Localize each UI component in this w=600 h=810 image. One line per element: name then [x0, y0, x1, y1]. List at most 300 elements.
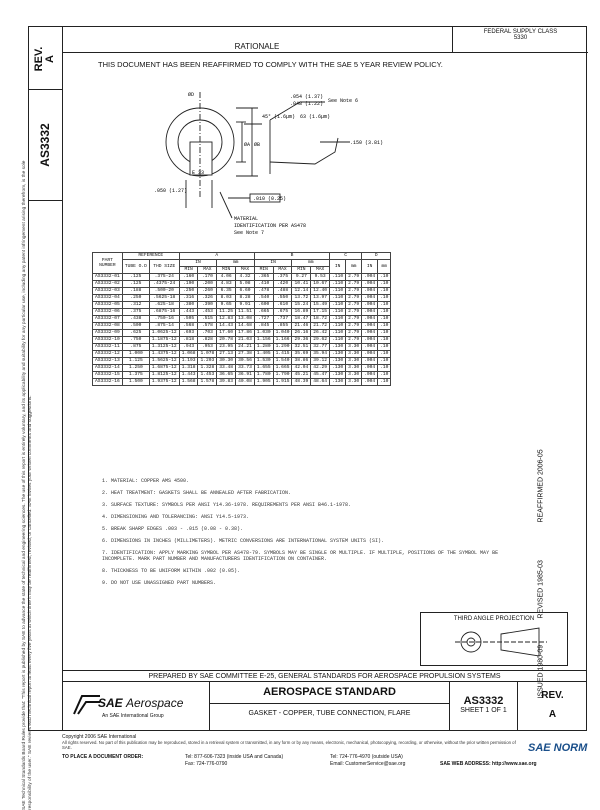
footer-rev-value: A — [548, 709, 557, 720]
table-cell: 1.915 — [273, 379, 292, 386]
table-cell: .004 — [362, 302, 378, 309]
table-cell: .10 — [378, 358, 391, 365]
table-cell: .130 — [330, 379, 346, 386]
logo-aerospace: Aerospace — [126, 696, 184, 710]
table-cell: .10 — [378, 302, 391, 309]
table-cell: .855 — [273, 323, 292, 330]
fsc-label: FEDERAL SUPPLY CLASS — [483, 29, 558, 35]
table-cell: 1.040 — [273, 330, 292, 337]
table-cell: 13.72 — [292, 295, 311, 302]
table-row — [93, 302, 391, 309]
table-cell: .110 — [330, 302, 346, 309]
table-cell: 29.62 — [311, 337, 330, 344]
table-cell: 1.068 — [179, 351, 198, 358]
note-item: 3. SURFACE TEXTURE: SYMBOLS PER ANSI Y14.36-1978. REQUIREMENTS PER ANSI B46.1-1978. — [102, 502, 352, 508]
table-cell: .438 — [122, 316, 149, 323]
table-cell: 12.14 — [292, 288, 311, 295]
table-cell: 21.03 — [236, 337, 255, 344]
th-min: MIN — [217, 267, 236, 274]
table-cell: 15.24 — [292, 302, 311, 309]
table-cell: 39.83 — [217, 379, 236, 386]
table-cell: 1.156 — [254, 337, 273, 344]
dim-054: .054 (1.37) — [290, 94, 324, 100]
web-address[interactable]: SAE WEB ADDRESS: http://www.sae.org — [440, 761, 537, 767]
dimension-table — [92, 252, 391, 386]
table-cell: .130 — [330, 365, 346, 372]
table-cell: .004 — [362, 330, 378, 337]
th-c-mm: mm — [346, 260, 362, 274]
table-cell: 11.51 — [236, 309, 255, 316]
table-cell: 2.79 — [346, 337, 362, 344]
table-cell: .004 — [362, 309, 378, 316]
table-cell: .110 — [330, 316, 346, 323]
table-cell: .10 — [378, 323, 391, 330]
table-cell: 1.318 — [179, 365, 198, 372]
logo-sub: An SAE International Group — [102, 713, 164, 719]
table-cell: .10 — [378, 281, 391, 288]
table-cell: 4.32 — [236, 274, 255, 281]
table-cell: 1.405 — [254, 351, 273, 358]
table-cell: .625 — [122, 330, 149, 337]
gasket-drawing — [150, 82, 410, 242]
table-cell: 9.27 — [292, 274, 311, 281]
title-block — [210, 682, 450, 731]
th-reference: REFERENCE — [122, 253, 179, 260]
table-cell: 9.53 — [311, 274, 330, 281]
table-cell: 2.79 — [346, 281, 362, 288]
table-row — [93, 344, 391, 351]
table-cell: .130 — [330, 358, 346, 365]
table-cell: 18.72 — [311, 316, 330, 323]
table-cell: .578 — [198, 323, 217, 330]
th-b-in: IN — [254, 260, 292, 267]
table-cell: 39.12 — [311, 358, 330, 365]
table-cell: 13.08 — [236, 316, 255, 323]
table-cell: .004 — [362, 316, 378, 323]
dimension-table-grid — [92, 252, 391, 386]
note-item: 6. DIMENSIONS IN INCHES (MILLIMETERS). METRIC CONVERSIONS ARE INTERNATIONAL SYSTEM UNITS (SI). — [102, 538, 385, 544]
table-cell: 16.89 — [292, 309, 311, 316]
table-cell: .390 — [198, 302, 217, 309]
table-cell: 6.60 — [236, 288, 255, 295]
th-min: MIN — [254, 267, 273, 274]
table-cell: 1.166 — [273, 337, 292, 344]
table-cell: 1.6875-12 — [149, 365, 179, 372]
table-cell: .737 — [273, 316, 292, 323]
table-cell: .488 — [273, 288, 292, 295]
reaffirm-note: THIS DOCUMENT HAS BEEN REAFFIRMED TO COMPLY WITH THE SAE 5 YEAR REVIEW POLICY. — [98, 60, 443, 69]
table-row — [93, 337, 391, 344]
table-cell: .110 — [330, 295, 346, 302]
table-cell: 1.665 — [273, 365, 292, 372]
table-cell: 23.95 — [217, 344, 236, 351]
table-cell: 1.790 — [273, 372, 292, 379]
table-cell: 1.078 — [198, 351, 217, 358]
table-cell: 1.415 — [273, 351, 292, 358]
table-cell: .170 — [198, 274, 217, 281]
table-cell: 27.13 — [217, 351, 236, 358]
table-cell: AS3332-01 — [93, 274, 123, 281]
table-cell: .004 — [362, 337, 378, 344]
table-cell: 1.780 — [254, 372, 273, 379]
th-b-mm: mm — [292, 260, 330, 267]
table-cell: .125 — [122, 274, 149, 281]
table-cell: .004 — [362, 288, 378, 295]
table-row — [93, 274, 391, 281]
table-cell: .875-14 — [149, 323, 179, 330]
table-cell: 3.30 — [346, 358, 362, 365]
th-tube: TUBE O.D — [122, 260, 149, 274]
reaffirmed-date: REAFFIRMED 2006-05 — [537, 449, 545, 523]
th-part: PART NUMBER — [93, 253, 123, 274]
table-cell: .250 — [122, 295, 149, 302]
table-cell: .110 — [330, 330, 346, 337]
table-cell: 1.290 — [273, 344, 292, 351]
table-cell: 1.443 — [179, 372, 198, 379]
rev-stack — [34, 36, 56, 82]
table-cell: AS3332-15 — [93, 372, 123, 379]
table-cell: .420 — [273, 281, 292, 288]
table-cell: 18.47 — [292, 316, 311, 323]
footer-doc-number: AS3332 — [463, 695, 504, 707]
table-cell: 3.30 — [346, 372, 362, 379]
table-cell: 32.77 — [311, 344, 330, 351]
table-cell: .443 — [179, 309, 198, 316]
table-cell: .130 — [330, 372, 346, 379]
table-cell: .316 — [179, 295, 198, 302]
table-cell: .312 — [122, 302, 149, 309]
table-cell: .665 — [254, 309, 273, 316]
table-cell: .004 — [362, 365, 378, 372]
table-cell: 32.51 — [292, 344, 311, 351]
leader-material — [220, 192, 232, 218]
table-cell: 2.79 — [346, 302, 362, 309]
table-cell: 1.578 — [198, 379, 217, 386]
table-cell: 1.203 — [198, 358, 217, 365]
table-cell: 24.21 — [236, 344, 255, 351]
table-cell: 12.40 — [311, 288, 330, 295]
see-note-7: See Note 7 — [234, 230, 265, 236]
table-cell: .10 — [378, 344, 391, 351]
tel-outside: Tel: 724-776-4970 (outside USA) — [330, 754, 403, 760]
ident-note: IDENTIFICATION PER AS478 — [234, 223, 307, 229]
table-cell: .200 — [198, 281, 217, 288]
table-cell: AS3332-07 — [93, 316, 123, 323]
note-item: 8. THICKNESS TO BE UNIFORM WITHIN .002 (0.05). — [102, 568, 241, 574]
table-cell: .727 — [254, 316, 273, 323]
table-cell: 1.5625-12 — [149, 358, 179, 365]
th-thread: THD SIZE — [149, 260, 179, 274]
note-item: 5. BREAK SHARP EDGES .003 - .015 (0.08 - 0.38). — [102, 526, 244, 532]
table-cell: .160 — [179, 274, 198, 281]
table-cell: 1.4375-12 — [149, 351, 179, 358]
sae-norm-logo: SAE NORM — [528, 742, 588, 754]
table-row — [93, 372, 391, 379]
table-cell: .943 — [179, 344, 198, 351]
th-min: MIN — [179, 267, 198, 274]
table-cell: 15.49 — [311, 302, 330, 309]
table-row — [93, 288, 391, 295]
table-cell: 1.8125-12 — [149, 372, 179, 379]
dim-a: ØA — [244, 142, 251, 148]
table-cell: AS3332-05 — [93, 302, 123, 309]
dim-150: .150 (3.81) — [350, 140, 384, 146]
dim-050: .050 (1.27) — [154, 188, 188, 194]
part-title: GASKET - COPPER, TUBE CONNECTION, FLARE — [210, 703, 449, 717]
table-cell: 1.905 — [254, 379, 273, 386]
disclaimer-text: SAE Technical Standards Board Rules provide that: "This report is published by SAE to advance the state of technical and engineering sciences. The use of this report is entirely voluntary, and its applicability and suitability for any particular use, including any patent infringement arising therefrom, is the sole responsibility of the user." SAE reviews each technical report at least every five years at which time it may be reaffirmed, revised, or cancelled. SAE invites your written comments and suggestions. — [22, 160, 33, 810]
table-cell: .453 — [198, 309, 217, 316]
table-cell: .5625-18 — [149, 295, 179, 302]
th-b: B — [254, 253, 329, 260]
table-cell: .260 — [198, 288, 217, 295]
table-cell: AS3332-09 — [93, 330, 123, 337]
table-cell: 1.030 — [254, 330, 273, 337]
table-cell: 2.79 — [346, 295, 362, 302]
table-cell: .375 — [122, 309, 149, 316]
section-label: E 33 — [192, 170, 205, 176]
table-cell: .004 — [362, 281, 378, 288]
table-cell: 1.1875-12 — [149, 337, 179, 344]
table-cell: AS3332-16 — [93, 379, 123, 386]
doc-number-block — [450, 682, 518, 731]
note-item: 2. HEAT TREATMENT: GASKETS SHALL BE ANNEALED AFTER FABRICATION. — [102, 490, 292, 496]
table-cell: 1.193 — [179, 358, 198, 365]
table-cell: 35.69 — [292, 351, 311, 358]
table-cell: .110 — [330, 274, 346, 281]
copyright: Copyright 2006 SAE International — [62, 734, 137, 740]
th-a-mm: mm — [217, 260, 255, 267]
table-row — [93, 281, 391, 288]
table-cell: .10 — [378, 372, 391, 379]
table-cell: 33.73 — [236, 365, 255, 372]
table-cell: AS3332-10 — [93, 337, 123, 344]
table-cell: 1.375 — [122, 372, 149, 379]
table-cell: .004 — [362, 372, 378, 379]
table-cell: 30.30 — [217, 358, 236, 365]
dim-b: ØB — [254, 142, 261, 148]
table-cell: .10 — [378, 288, 391, 295]
issued-date: ISSUED 1980-09 — [537, 644, 545, 699]
table-cell: .500 — [122, 323, 149, 330]
dim-010: .010 (0.25) — [253, 196, 287, 202]
table-cell: .365 — [254, 274, 273, 281]
rev-value: A — [44, 55, 56, 63]
dim-d: ØD — [188, 92, 195, 98]
table-cell: 48.39 — [292, 379, 311, 386]
table-cell: AS3332-06 — [93, 309, 123, 316]
material-note: MATERIAL — [234, 216, 259, 222]
table-cell: 26.16 — [292, 330, 311, 337]
table-cell: .110 — [330, 288, 346, 295]
table-row — [93, 379, 391, 386]
table-cell: AS3332-12 — [93, 351, 123, 358]
table-cell: 1.125 — [122, 358, 149, 365]
th-max: MAX — [311, 267, 330, 274]
table-cell: 1.0625-12 — [149, 330, 179, 337]
email: Email: CustomerService@sae.org — [330, 761, 406, 767]
fsc-code: 5330 — [513, 35, 528, 41]
table-cell: 6.35 — [217, 288, 236, 295]
table-cell: AS3332-08 — [93, 323, 123, 330]
table-cell: .10 — [378, 316, 391, 323]
standard-title: AEROSPACE STANDARD — [263, 686, 396, 698]
table-cell: 1.3125-12 — [149, 344, 179, 351]
order-label: TO PLACE A DOCUMENT ORDER: — [62, 754, 144, 760]
table-cell: 8.28 — [236, 295, 255, 302]
table-cell: 42.29 — [311, 365, 330, 372]
table-cell: 21.72 — [311, 323, 330, 330]
table-cell: 1.530 — [254, 358, 273, 365]
table-cell: 21.46 — [292, 323, 311, 330]
th-d: D — [362, 253, 391, 260]
th-max: MAX — [198, 267, 217, 274]
table-cell: .10 — [378, 351, 391, 358]
th-max: MAX — [273, 267, 292, 274]
table-cell: .4375-24 — [149, 281, 179, 288]
table-cell: 10.67 — [311, 281, 330, 288]
table-cell: 48.64 — [311, 379, 330, 386]
table-cell: .505 — [179, 316, 198, 323]
table-cell: .610 — [273, 302, 292, 309]
th-max: MAX — [236, 267, 255, 274]
table-row — [93, 351, 391, 358]
table-cell: .845 — [254, 323, 273, 330]
note-item: 1. MATERIAL: COPPER AMS 4500. — [102, 478, 190, 484]
table-cell: .110 — [330, 337, 346, 344]
table-cell: .326 — [198, 295, 217, 302]
table-cell: 1.9375-12 — [149, 379, 179, 386]
table-cell: .125 — [122, 281, 149, 288]
table-cell: 2.79 — [346, 330, 362, 337]
table-cell: .750-16 — [149, 316, 179, 323]
table-cell: 45.21 — [292, 372, 311, 379]
table-cell: .6875-16 — [149, 309, 179, 316]
table-cell: 42.04 — [292, 365, 311, 372]
table-cell: .828 — [198, 337, 217, 344]
table-cell: .625-18 — [149, 302, 179, 309]
logo-sae: SAE — [98, 696, 123, 710]
footer-rev-label: REV. — [541, 690, 564, 701]
table-cell: 3.30 — [346, 344, 362, 351]
fsc-box — [452, 26, 588, 53]
table-cell: .110 — [330, 309, 346, 316]
table-cell: .953 — [198, 344, 217, 351]
table-cell: .875 — [122, 344, 149, 351]
table-row — [93, 330, 391, 337]
projection-label: THIRD ANGLE PROJECTION — [453, 616, 535, 622]
table-cell: .703 — [198, 330, 217, 337]
table-cell: 2.79 — [346, 274, 362, 281]
table-cell: 13.97 — [311, 295, 330, 302]
sheet-label: SHEET 1 OF 1 — [460, 707, 507, 714]
th-a-in: IN — [179, 260, 217, 267]
table-cell: 10.41 — [292, 281, 311, 288]
table-cell: 35.94 — [311, 351, 330, 358]
table-cell: 1.453 — [198, 372, 217, 379]
table-cell: .10 — [378, 309, 391, 316]
table-cell: 3.30 — [346, 379, 362, 386]
th-min: MIN — [292, 267, 311, 274]
table-cell: 38.86 — [292, 358, 311, 365]
table-cell: .410 — [254, 281, 273, 288]
table-cell: .004 — [362, 358, 378, 365]
table-cell: .188 — [122, 288, 149, 295]
table-cell: 1.655 — [254, 365, 273, 372]
table-cell: 1.328 — [198, 365, 217, 372]
tel-usa: Tel: 877-606-7323 (inside USA and Canada) — [185, 754, 284, 760]
table-cell: .004 — [362, 323, 378, 330]
table-row — [93, 365, 391, 372]
fax: Fax: 724-776-0790 — [185, 761, 228, 767]
table-cell: 45.47 — [311, 372, 330, 379]
th-d-mm: mm — [378, 260, 391, 274]
table-cell: .004 — [362, 274, 378, 281]
table-cell: 8.03 — [217, 295, 236, 302]
table-cell: 9.91 — [236, 302, 255, 309]
table-cell: .500-20 — [149, 288, 179, 295]
table-cell: 14.68 — [236, 323, 255, 330]
table-row — [93, 316, 391, 323]
table-cell: 4.06 — [217, 274, 236, 281]
projection-box — [420, 612, 568, 666]
th-c-in: IN — [330, 260, 346, 274]
note-item: 9. DO NOT USE UNASSIGNED PART NUMBERS. — [102, 580, 217, 586]
table-cell: 36.91 — [236, 372, 255, 379]
table-cell: .550 — [273, 295, 292, 302]
table-cell: 17.15 — [311, 309, 330, 316]
rev-block — [518, 682, 587, 731]
table-cell: 1.500 — [122, 379, 149, 386]
table-cell: 26.42 — [311, 330, 330, 337]
table-cell: .600 — [254, 302, 273, 309]
table-cell: .004 — [362, 351, 378, 358]
table-cell: AS3332-14 — [93, 365, 123, 372]
revised-date: REVISED 1985-03 — [537, 560, 545, 619]
rev-label: REV. — [33, 46, 45, 72]
table-cell: .380 — [179, 302, 198, 309]
table-cell: .10 — [378, 365, 391, 372]
table-cell: .10 — [378, 337, 391, 344]
table-cell: .110 — [330, 323, 346, 330]
table-cell: 1.540 — [273, 358, 292, 365]
table-cell: 11.25 — [217, 309, 236, 316]
table-cell: 27.38 — [236, 351, 255, 358]
table-cell: 33.48 — [217, 365, 236, 372]
table-cell: 12.83 — [217, 316, 236, 323]
table-cell: AS3332-02 — [93, 281, 123, 288]
table-cell: .10 — [378, 295, 391, 302]
doc-number-vertical: AS3332 — [38, 123, 52, 167]
table-cell: 2.79 — [346, 323, 362, 330]
notes-list — [102, 478, 522, 592]
table-cell: 5.08 — [236, 281, 255, 288]
table-cell: AS3332-13 — [93, 358, 123, 365]
angle-a: 45° (1.6µm) — [262, 114, 296, 120]
table-cell: .750 — [122, 337, 149, 344]
table-cell: .004 — [362, 379, 378, 386]
see-note-6: See Note 6 — [328, 98, 359, 104]
table-cell: .110 — [330, 281, 346, 288]
table-cell: 4.83 — [217, 281, 236, 288]
table-cell: 36.65 — [217, 372, 236, 379]
table-cell: 3.30 — [346, 365, 362, 372]
table-cell: 1.000 — [122, 351, 149, 358]
table-cell: AS3332-04 — [93, 295, 123, 302]
th-a: A — [179, 253, 254, 260]
table-cell: .250 — [179, 288, 198, 295]
projection-symbol — [421, 622, 569, 662]
